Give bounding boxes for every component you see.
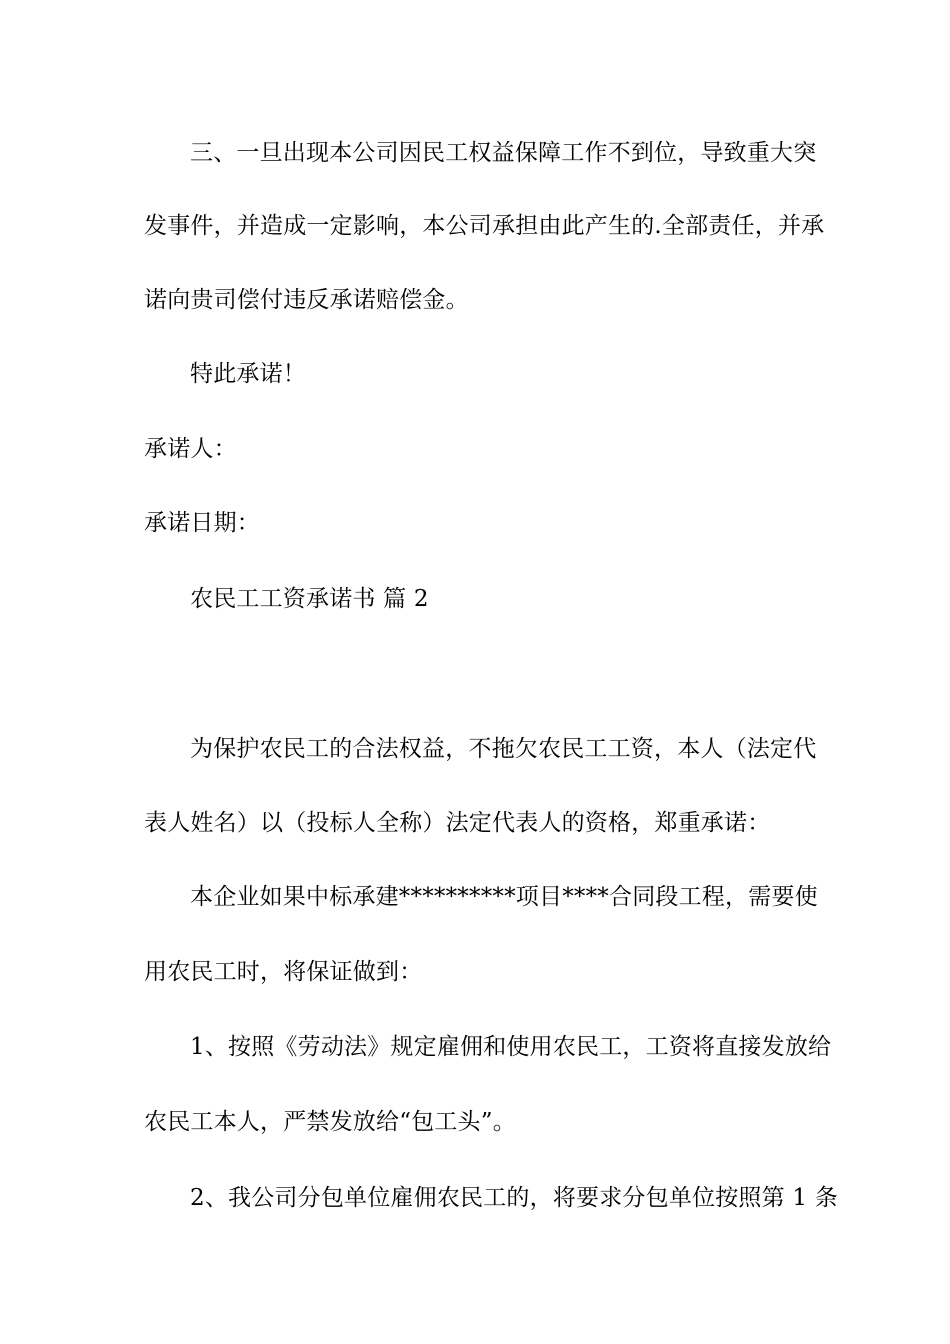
paragraph-line: 用农民工时，将保证做到： [144, 959, 423, 985]
paragraph-line: 为保护农民工的合法权益，不拖欠农民工工资，本人（法定代 [190, 736, 817, 762]
date-label: 承诺日期： [144, 510, 260, 536]
paragraph-line: 本企业如果中标承建**********项目****合同段工程，需要使 [190, 884, 818, 910]
paragraph-line: 农民工本人，严禁发放给“包工头”。 [144, 1109, 516, 1135]
closing-line: 特此承诺！ [190, 361, 306, 387]
signatory-label: 承诺人： [144, 436, 237, 462]
paragraph-line: 发事件，并造成一定影响，本公司承担由此产生的.全部责任，并承 [144, 213, 825, 239]
paragraph-line: 三、一旦出现本公司因民工权益保障工作不到位，导致重大突 [190, 140, 817, 166]
paragraph-line: 1、按照《劳动法》规定雇佣和使用农民工，工资将直接发放给 [190, 1034, 832, 1060]
section-heading: 农民工工资承诺书 篇 2 [190, 586, 429, 612]
paragraph-line: 诺向贵司偿付违反承诺赔偿金。 [144, 287, 469, 313]
paragraph-line: 表人姓名）以（投标人全称）法定代表人的资格，郑重承诺： [144, 810, 771, 836]
paragraph-line: 2、我公司分包单位雇佣农民工的，将要求分包单位按照第 1 条 [190, 1185, 838, 1211]
